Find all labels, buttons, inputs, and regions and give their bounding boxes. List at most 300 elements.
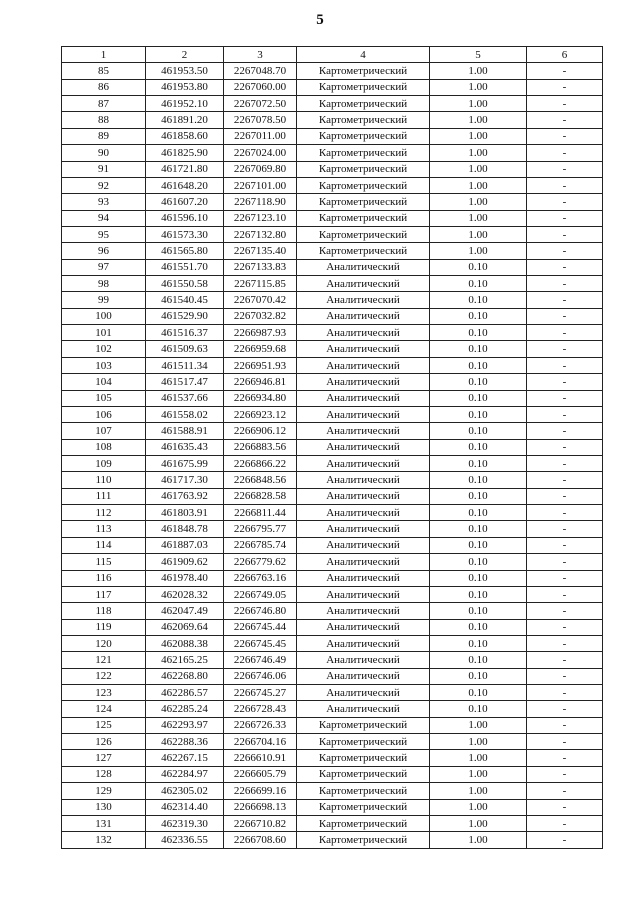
note-cell: - xyxy=(527,619,603,635)
y-coordinate-cell: 2266934.80 xyxy=(224,390,297,406)
x-coordinate-cell: 461953.50 xyxy=(146,63,224,79)
accuracy-cell: 0.10 xyxy=(430,586,527,602)
coordinates-table xyxy=(61,46,603,849)
table-row xyxy=(62,537,603,553)
accuracy-cell: 1.00 xyxy=(430,717,527,733)
y-coordinate-cell: 2266710.82 xyxy=(224,815,297,831)
column-header: 3 xyxy=(224,47,297,63)
y-coordinate-cell: 2266848.56 xyxy=(224,472,297,488)
method-cell: Картометрический xyxy=(297,832,430,848)
y-coordinate-cell: 2266745.27 xyxy=(224,685,297,701)
y-coordinate-cell: 2266785.74 xyxy=(224,537,297,553)
method-cell: Аналитический xyxy=(297,390,430,406)
x-coordinate-cell: 461558.02 xyxy=(146,406,224,422)
note-cell: - xyxy=(527,783,603,799)
accuracy-cell: 1.00 xyxy=(430,799,527,815)
table-row xyxy=(62,161,603,177)
x-coordinate-cell: 461551.70 xyxy=(146,259,224,275)
x-coordinate-cell: 462286.57 xyxy=(146,685,224,701)
x-coordinate-cell: 462293.97 xyxy=(146,717,224,733)
x-coordinate-cell: 461825.90 xyxy=(146,145,224,161)
table-row xyxy=(62,783,603,799)
table-header-row xyxy=(62,47,603,63)
point-number-cell: 121 xyxy=(62,652,146,668)
x-coordinate-cell: 461953.80 xyxy=(146,79,224,95)
method-cell: Картометрический xyxy=(297,799,430,815)
point-number-cell: 87 xyxy=(62,96,146,112)
method-cell: Аналитический xyxy=(297,472,430,488)
table-row xyxy=(62,521,603,537)
method-cell: Картометрический xyxy=(297,194,430,210)
point-number-cell: 102 xyxy=(62,341,146,357)
method-cell: Картометрический xyxy=(297,750,430,766)
table-row xyxy=(62,603,603,619)
method-cell: Аналитический xyxy=(297,325,430,341)
method-cell: Картометрический xyxy=(297,243,430,259)
accuracy-cell: 1.00 xyxy=(430,815,527,831)
point-number-cell: 120 xyxy=(62,635,146,651)
x-coordinate-cell: 461648.20 xyxy=(146,177,224,193)
y-coordinate-cell: 2266779.62 xyxy=(224,554,297,570)
y-coordinate-cell: 2267070.42 xyxy=(224,292,297,308)
y-coordinate-cell: 2267060.00 xyxy=(224,79,297,95)
table-row xyxy=(62,357,603,373)
note-cell: - xyxy=(527,243,603,259)
column-header: 5 xyxy=(430,47,527,63)
point-number-cell: 114 xyxy=(62,537,146,553)
table-row xyxy=(62,177,603,193)
note-cell: - xyxy=(527,390,603,406)
note-cell: - xyxy=(527,586,603,602)
point-number-cell: 117 xyxy=(62,586,146,602)
method-cell: Картометрический xyxy=(297,226,430,242)
note-cell: - xyxy=(527,439,603,455)
note-cell: - xyxy=(527,603,603,619)
method-cell: Аналитический xyxy=(297,635,430,651)
x-coordinate-cell: 461763.92 xyxy=(146,488,224,504)
point-number-cell: 104 xyxy=(62,374,146,390)
note-cell: - xyxy=(527,308,603,324)
point-number-cell: 115 xyxy=(62,554,146,570)
x-coordinate-cell: 461721.80 xyxy=(146,161,224,177)
point-number-cell: 105 xyxy=(62,390,146,406)
y-coordinate-cell: 2266951.93 xyxy=(224,357,297,373)
accuracy-cell: 0.10 xyxy=(430,341,527,357)
point-number-cell: 106 xyxy=(62,406,146,422)
x-coordinate-cell: 462305.02 xyxy=(146,783,224,799)
y-coordinate-cell: 2266923.12 xyxy=(224,406,297,422)
accuracy-cell: 1.00 xyxy=(430,63,527,79)
table-row xyxy=(62,799,603,815)
point-number-cell: 103 xyxy=(62,357,146,373)
note-cell: - xyxy=(527,668,603,684)
accuracy-cell: 0.10 xyxy=(430,406,527,422)
y-coordinate-cell: 2266745.45 xyxy=(224,635,297,651)
table-row xyxy=(62,439,603,455)
column-header: 1 xyxy=(62,47,146,63)
point-number-cell: 88 xyxy=(62,112,146,128)
point-number-cell: 130 xyxy=(62,799,146,815)
note-cell: - xyxy=(527,259,603,275)
note-cell: - xyxy=(527,635,603,651)
point-number-cell: 110 xyxy=(62,472,146,488)
accuracy-cell: 1.00 xyxy=(430,783,527,799)
y-coordinate-cell: 2266763.16 xyxy=(224,570,297,586)
method-cell: Аналитический xyxy=(297,701,430,717)
y-coordinate-cell: 2266906.12 xyxy=(224,423,297,439)
note-cell: - xyxy=(527,226,603,242)
method-cell: Аналитический xyxy=(297,619,430,635)
table-row xyxy=(62,308,603,324)
column-header: 2 xyxy=(146,47,224,63)
point-number-cell: 119 xyxy=(62,619,146,635)
method-cell: Картометрический xyxy=(297,210,430,226)
method-cell: Аналитический xyxy=(297,603,430,619)
table-row xyxy=(62,505,603,521)
method-cell: Аналитический xyxy=(297,308,430,324)
point-number-cell: 95 xyxy=(62,226,146,242)
method-cell: Картометрический xyxy=(297,161,430,177)
point-number-cell: 98 xyxy=(62,276,146,292)
y-coordinate-cell: 2266959.68 xyxy=(224,341,297,357)
method-cell: Аналитический xyxy=(297,406,430,422)
point-number-cell: 108 xyxy=(62,439,146,455)
accuracy-cell: 0.10 xyxy=(430,685,527,701)
accuracy-cell: 0.10 xyxy=(430,390,527,406)
x-coordinate-cell: 461596.10 xyxy=(146,210,224,226)
x-coordinate-cell: 461573.30 xyxy=(146,226,224,242)
point-number-cell: 122 xyxy=(62,668,146,684)
accuracy-cell: 1.00 xyxy=(430,161,527,177)
note-cell: - xyxy=(527,325,603,341)
y-coordinate-cell: 2267072.50 xyxy=(224,96,297,112)
method-cell: Аналитический xyxy=(297,521,430,537)
note-cell: - xyxy=(527,815,603,831)
method-cell: Аналитический xyxy=(297,259,430,275)
point-number-cell: 129 xyxy=(62,783,146,799)
y-coordinate-cell: 2267132.80 xyxy=(224,226,297,242)
x-coordinate-cell: 461675.99 xyxy=(146,455,224,471)
method-cell: Аналитический xyxy=(297,357,430,373)
table-row xyxy=(62,734,603,750)
x-coordinate-cell: 461509.63 xyxy=(146,341,224,357)
note-cell: - xyxy=(527,685,603,701)
y-coordinate-cell: 2267133.83 xyxy=(224,259,297,275)
method-cell: Картометрический xyxy=(297,96,430,112)
point-number-cell: 85 xyxy=(62,63,146,79)
accuracy-cell: 0.10 xyxy=(430,357,527,373)
accuracy-cell: 1.00 xyxy=(430,243,527,259)
y-coordinate-cell: 2266745.44 xyxy=(224,619,297,635)
method-cell: Картометрический xyxy=(297,815,430,831)
accuracy-cell: 0.10 xyxy=(430,374,527,390)
accuracy-cell: 1.00 xyxy=(430,226,527,242)
y-coordinate-cell: 2266811.44 xyxy=(224,505,297,521)
y-coordinate-cell: 2267101.00 xyxy=(224,177,297,193)
y-coordinate-cell: 2266987.93 xyxy=(224,325,297,341)
point-number-cell: 91 xyxy=(62,161,146,177)
point-number-cell: 97 xyxy=(62,259,146,275)
accuracy-cell: 0.10 xyxy=(430,439,527,455)
table-row xyxy=(62,815,603,831)
point-number-cell: 96 xyxy=(62,243,146,259)
note-cell: - xyxy=(527,63,603,79)
x-coordinate-cell: 461588.91 xyxy=(146,423,224,439)
accuracy-cell: 1.00 xyxy=(430,832,527,848)
x-coordinate-cell: 462314.40 xyxy=(146,799,224,815)
point-number-cell: 93 xyxy=(62,194,146,210)
method-cell: Аналитический xyxy=(297,292,430,308)
note-cell: - xyxy=(527,292,603,308)
x-coordinate-cell: 462288.36 xyxy=(146,734,224,750)
x-coordinate-cell: 461540.45 xyxy=(146,292,224,308)
accuracy-cell: 0.10 xyxy=(430,603,527,619)
y-coordinate-cell: 2267135.40 xyxy=(224,243,297,259)
table-row xyxy=(62,292,603,308)
accuracy-cell: 0.10 xyxy=(430,537,527,553)
note-cell: - xyxy=(527,194,603,210)
table-row xyxy=(62,243,603,259)
method-cell: Аналитический xyxy=(297,505,430,521)
table-row xyxy=(62,341,603,357)
note-cell: - xyxy=(527,276,603,292)
x-coordinate-cell: 461909.62 xyxy=(146,554,224,570)
table-row xyxy=(62,112,603,128)
accuracy-cell: 0.10 xyxy=(430,488,527,504)
table-row xyxy=(62,145,603,161)
point-number-cell: 124 xyxy=(62,701,146,717)
x-coordinate-cell: 461565.80 xyxy=(146,243,224,259)
method-cell: Картометрический xyxy=(297,734,430,750)
point-number-cell: 89 xyxy=(62,128,146,144)
method-cell: Картометрический xyxy=(297,766,430,782)
method-cell: Аналитический xyxy=(297,276,430,292)
point-number-cell: 123 xyxy=(62,685,146,701)
column-header: 4 xyxy=(297,47,430,63)
x-coordinate-cell: 461550.58 xyxy=(146,276,224,292)
table-row xyxy=(62,619,603,635)
x-coordinate-cell: 461803.91 xyxy=(146,505,224,521)
method-cell: Картометрический xyxy=(297,145,430,161)
y-coordinate-cell: 2266795.77 xyxy=(224,521,297,537)
y-coordinate-cell: 2267011.00 xyxy=(224,128,297,144)
x-coordinate-cell: 462267.15 xyxy=(146,750,224,766)
table-row xyxy=(62,570,603,586)
x-coordinate-cell: 462069.64 xyxy=(146,619,224,635)
note-cell: - xyxy=(527,112,603,128)
method-cell: Аналитический xyxy=(297,439,430,455)
point-number-cell: 112 xyxy=(62,505,146,521)
table-row xyxy=(62,668,603,684)
point-number-cell: 131 xyxy=(62,815,146,831)
table-row xyxy=(62,226,603,242)
y-coordinate-cell: 2266726.33 xyxy=(224,717,297,733)
accuracy-cell: 1.00 xyxy=(430,734,527,750)
y-coordinate-cell: 2266828.58 xyxy=(224,488,297,504)
table-row xyxy=(62,423,603,439)
table-row xyxy=(62,488,603,504)
table-row xyxy=(62,390,603,406)
x-coordinate-cell: 461848.78 xyxy=(146,521,224,537)
method-cell: Аналитический xyxy=(297,341,430,357)
y-coordinate-cell: 2266704.16 xyxy=(224,734,297,750)
table-row xyxy=(62,259,603,275)
table-row xyxy=(62,685,603,701)
point-number-cell: 86 xyxy=(62,79,146,95)
accuracy-cell: 1.00 xyxy=(430,128,527,144)
note-cell: - xyxy=(527,521,603,537)
note-cell: - xyxy=(527,717,603,733)
accuracy-cell: 0.10 xyxy=(430,308,527,324)
x-coordinate-cell: 462319.30 xyxy=(146,815,224,831)
accuracy-cell: 0.10 xyxy=(430,652,527,668)
table-row xyxy=(62,750,603,766)
note-cell: - xyxy=(527,537,603,553)
x-coordinate-cell: 461607.20 xyxy=(146,194,224,210)
x-coordinate-cell: 461858.60 xyxy=(146,128,224,144)
note-cell: - xyxy=(527,357,603,373)
x-coordinate-cell: 461952.10 xyxy=(146,96,224,112)
point-number-cell: 128 xyxy=(62,766,146,782)
accuracy-cell: 0.10 xyxy=(430,554,527,570)
x-coordinate-cell: 461537.66 xyxy=(146,390,224,406)
point-number-cell: 116 xyxy=(62,570,146,586)
table-row xyxy=(62,701,603,717)
method-cell: Аналитический xyxy=(297,455,430,471)
accuracy-cell: 1.00 xyxy=(430,177,527,193)
table-row xyxy=(62,472,603,488)
table-body xyxy=(62,63,603,848)
y-coordinate-cell: 2266698.13 xyxy=(224,799,297,815)
method-cell: Аналитический xyxy=(297,488,430,504)
table-row xyxy=(62,210,603,226)
table-row xyxy=(62,406,603,422)
table-row xyxy=(62,652,603,668)
y-coordinate-cell: 2266746.80 xyxy=(224,603,297,619)
accuracy-cell: 0.10 xyxy=(430,455,527,471)
x-coordinate-cell: 462285.24 xyxy=(146,701,224,717)
note-cell: - xyxy=(527,750,603,766)
table-row xyxy=(62,455,603,471)
point-number-cell: 126 xyxy=(62,734,146,750)
note-cell: - xyxy=(527,554,603,570)
x-coordinate-cell: 461511.34 xyxy=(146,357,224,373)
method-cell: Картометрический xyxy=(297,177,430,193)
note-cell: - xyxy=(527,455,603,471)
method-cell: Картометрический xyxy=(297,63,430,79)
accuracy-cell: 0.10 xyxy=(430,292,527,308)
note-cell: - xyxy=(527,161,603,177)
note-cell: - xyxy=(527,210,603,226)
accuracy-cell: 1.00 xyxy=(430,96,527,112)
point-number-cell: 90 xyxy=(62,145,146,161)
accuracy-cell: 0.10 xyxy=(430,276,527,292)
y-coordinate-cell: 2267078.50 xyxy=(224,112,297,128)
y-coordinate-cell: 2266749.05 xyxy=(224,586,297,602)
note-cell: - xyxy=(527,832,603,848)
method-cell: Аналитический xyxy=(297,554,430,570)
note-cell: - xyxy=(527,734,603,750)
y-coordinate-cell: 2267048.70 xyxy=(224,63,297,79)
x-coordinate-cell: 461529.90 xyxy=(146,308,224,324)
point-number-cell: 100 xyxy=(62,308,146,324)
x-coordinate-cell: 462047.49 xyxy=(146,603,224,619)
point-number-cell: 132 xyxy=(62,832,146,848)
table-row xyxy=(62,766,603,782)
y-coordinate-cell: 2267069.80 xyxy=(224,161,297,177)
accuracy-cell: 0.10 xyxy=(430,505,527,521)
note-cell: - xyxy=(527,570,603,586)
method-cell: Аналитический xyxy=(297,668,430,684)
x-coordinate-cell: 462028.32 xyxy=(146,586,224,602)
x-coordinate-cell: 461717.30 xyxy=(146,472,224,488)
page-number: 5 xyxy=(316,12,324,28)
accuracy-cell: 1.00 xyxy=(430,766,527,782)
method-cell: Картометрический xyxy=(297,79,430,95)
note-cell: - xyxy=(527,701,603,717)
table-row xyxy=(62,325,603,341)
table-row xyxy=(62,79,603,95)
accuracy-cell: 0.10 xyxy=(430,701,527,717)
y-coordinate-cell: 2267032.82 xyxy=(224,308,297,324)
note-cell: - xyxy=(527,766,603,782)
note-cell: - xyxy=(527,799,603,815)
accuracy-cell: 0.10 xyxy=(430,668,527,684)
method-cell: Аналитический xyxy=(297,652,430,668)
y-coordinate-cell: 2267123.10 xyxy=(224,210,297,226)
x-coordinate-cell: 462165.25 xyxy=(146,652,224,668)
point-number-cell: 101 xyxy=(62,325,146,341)
accuracy-cell: 0.10 xyxy=(430,472,527,488)
x-coordinate-cell: 461891.20 xyxy=(146,112,224,128)
table-row xyxy=(62,276,603,292)
x-coordinate-cell: 461978.40 xyxy=(146,570,224,586)
x-coordinate-cell: 461887.03 xyxy=(146,537,224,553)
point-number-cell: 118 xyxy=(62,603,146,619)
note-cell: - xyxy=(527,341,603,357)
accuracy-cell: 1.00 xyxy=(430,145,527,161)
note-cell: - xyxy=(527,406,603,422)
note-cell: - xyxy=(527,505,603,521)
accuracy-cell: 0.10 xyxy=(430,619,527,635)
x-coordinate-cell: 462268.80 xyxy=(146,668,224,684)
method-cell: Аналитический xyxy=(297,570,430,586)
point-number-cell: 99 xyxy=(62,292,146,308)
note-cell: - xyxy=(527,374,603,390)
method-cell: Аналитический xyxy=(297,685,430,701)
accuracy-cell: 0.10 xyxy=(430,423,527,439)
method-cell: Аналитический xyxy=(297,586,430,602)
x-coordinate-cell: 461516.37 xyxy=(146,325,224,341)
table-row xyxy=(62,554,603,570)
point-number-cell: 125 xyxy=(62,717,146,733)
note-cell: - xyxy=(527,96,603,112)
method-cell: Картометрический xyxy=(297,717,430,733)
table-row xyxy=(62,586,603,602)
x-coordinate-cell: 462336.55 xyxy=(146,832,224,848)
x-coordinate-cell: 462284.97 xyxy=(146,766,224,782)
note-cell: - xyxy=(527,488,603,504)
y-coordinate-cell: 2266883.56 xyxy=(224,439,297,455)
y-coordinate-cell: 2266708.60 xyxy=(224,832,297,848)
y-coordinate-cell: 2266605.79 xyxy=(224,766,297,782)
accuracy-cell: 0.10 xyxy=(430,259,527,275)
y-coordinate-cell: 2266610.91 xyxy=(224,750,297,766)
accuracy-cell: 0.10 xyxy=(430,635,527,651)
column-header: 6 xyxy=(527,47,603,63)
point-number-cell: 94 xyxy=(62,210,146,226)
note-cell: - xyxy=(527,472,603,488)
